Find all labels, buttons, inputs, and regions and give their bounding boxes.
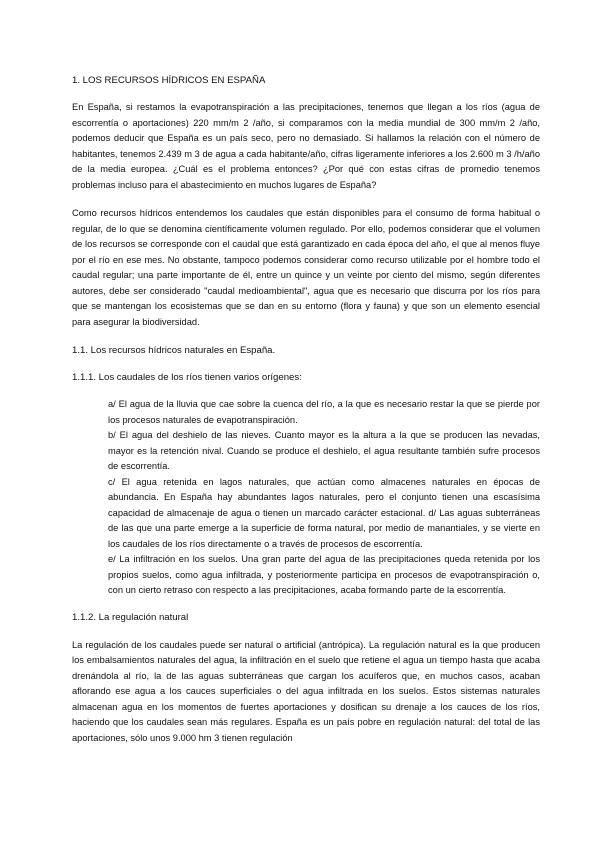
list-item-e: e/ La infiltración en los suelos. Una gran parte del agua de las precipitaciones queda retenida por los propios suelos, como agua infiltrada, y posteriormente participa en procesos de evapotranspiración o, con un cierto retraso con respecto a las precipitaciones, acaba formando parte de la escorrentía. (108, 554, 540, 595)
section-heading-1-1-1: 1.1.1. Los caudales de los ríos tienen varios orígenes: (72, 372, 302, 383)
list-item-a: a/ El agua de la lluvia que cae sobre la cuenca del río, a la que es necesario restar la que se pierde por los procesos naturales de evapotranspiración. (108, 399, 540, 425)
section-heading-1: 1. LOS RECURSOS HÍDRICOS EN ESPAÑA (72, 75, 266, 86)
section-heading-1-1-2: 1.1.2. La regulación natural (72, 611, 189, 623)
origins-list (72, 397, 540, 599)
list-item-b: b/ El agua del deshielo de las nieves. Cuanto mayor es la altura a la que se producen las nevadas, mayor es la retención nival. Cuando se produce el deshielo, el agua resultante también sufre procesos de escorrentía. (108, 430, 540, 471)
paragraph-intro: En España, si restamos la evapotranspiración a las precipitaciones, tenemos que llegan a los ríos (agua de escorrentía o aportaciones) 220 mm/m 2 /año, si comparamos con la media mundial de 300 mm/m 2 /año, podemos deducir que España es un país seco, pero no demasiado. Si hallamos la relación con el número de habitantes, tenemos 2.439 m 3 de agua a cada habitante/año, cifras ligeramente inferiores a los 2.600 m 3 /h/año de la media europea. ¿Cuál es el problema entonces? ¿Por qué con estas cifras de promedio tenemos problemas incluso para el abastecimiento en muchos lugares de España? (72, 102, 540, 190)
paragraph-recursos: Como recursos hídricos entendemos los caudales que están disponibles para el consumo de forma habitual o regular, de lo que se denomina científicamente volumen regulado. Por ello, podemos considerar que el volumen de los recursos se corresponde con el caudal que está garantizado en cada época del año, el que al menos fluye por el río en ese mes. No obstante, tampoco podemos considerar como recurso utilizable por el hombre todo el caudal regular; una parte importante de él, entre un quince y un veinte por ciento del mismo, según diferentes autores, debe ser considerado "caudal medioambiental", agua que es necesario que discurra por los ríos para que se mantengan los ecosistemas que se dan en su entorno (flora y fauna) y que son un elemento esencial para asegurar la biodiversidad. (72, 208, 540, 327)
paragraph-regulacion: La regulación de los caudales puede ser natural o artificial (antrópica). La regulación natural es la que producen los embalsamientos naturales del agua, la infiltración en el suelo que retiene el agua un tiempo hasta que acaba drenándola al río, la de las aguas subterráneas que cargan los acuíferos que, en muchos casos, acaban aflorando ese agua a los cauces superficiales o del agua infiltrada en los suelos. Estos sistemas naturales almacenan agua en los momentos de fuertes aportaciones y dosifican su drenaje a los cauces de los ríos, haciendo que los caudales sean más regulares. España es un país pobre en regulación natural: del total de las aportaciones, sólo unos 9.000 hm 3 tienen regulación (72, 639, 540, 743)
section-heading-1-1: 1.1. Los recursos hídricos naturales en España. (72, 345, 276, 356)
list-item-c-d: c/ El agua retenida en lagos naturales, que actúan como almacenes naturales en épocas de abundancia. En España hay abundantes lagos naturales, pero el conjunto tienen una escasísima capacidad de almacenaje de agua o tienen un marcado carácter estacional. d/ Las aguas subterráneas de las que una parte emerge a la superficie de forma natural, por medio de manantiales, y se vierte en los caudales de los ríos directamente o a través de procesos de escorrentía. (108, 476, 540, 549)
